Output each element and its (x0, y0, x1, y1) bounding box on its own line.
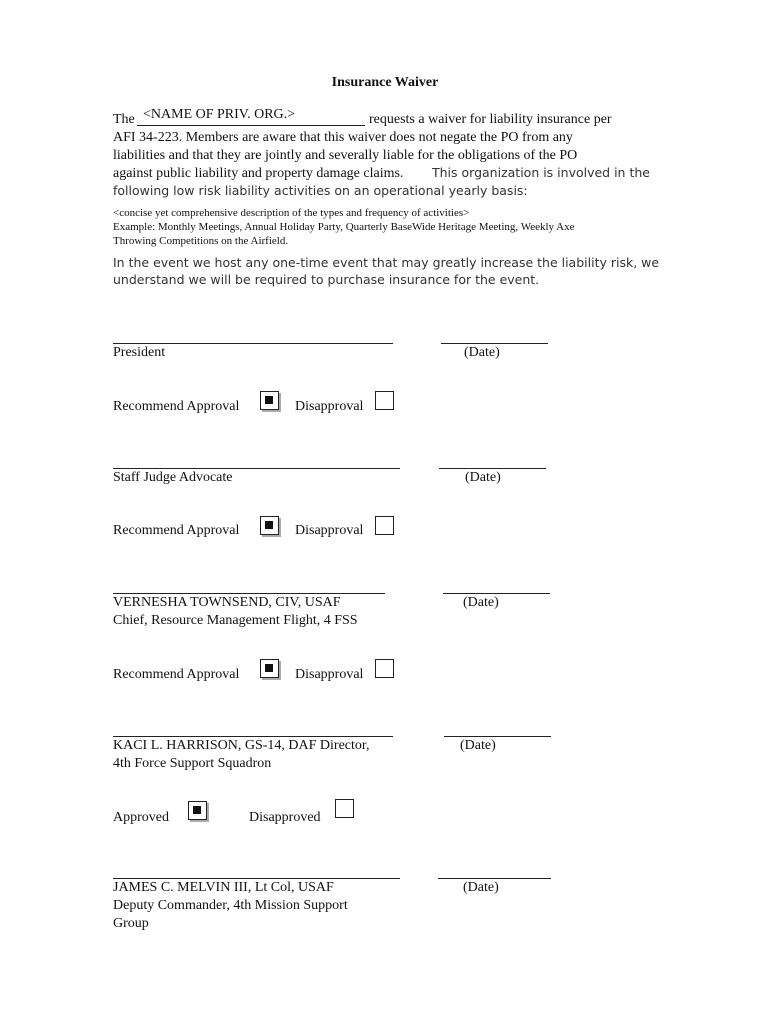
intro-suffix: requests a waiver for liability insurance per (369, 112, 612, 127)
recommend-approval-label: Recommend Approval (113, 399, 240, 414)
activities-placeholder: <concise yet comprehensive description of the types and frequency of activities> (113, 207, 470, 219)
intro-line-4b: This organization is involved in the (432, 165, 650, 180)
signer-title-cont: Group (113, 916, 149, 931)
approved-checkbox[interactable] (188, 801, 207, 820)
activities-example-line-1: Example: Monthly Meetings, Annual Holiday Party, Quarterly BaseWide Heritage Meeting, Weekly Axe (113, 221, 575, 233)
disapproval-checkbox[interactable] (375, 516, 394, 535)
recommend-approval-checkbox[interactable] (260, 516, 279, 535)
intro-line-2: AFI 34-223. Members are aware that this waiver does not negate the PO from any (113, 130, 573, 145)
signer-name: President (113, 345, 166, 360)
signer-name: VERNESHA TOWNSEND, CIV, USAF (113, 595, 341, 610)
date-label: (Date) (460, 738, 496, 753)
signer-title: Chief, Resource Management Flight, 4 FSS (113, 613, 358, 628)
intro-line-4a: against public liability and property damage claims. (113, 166, 404, 181)
disapproval-label: Disapproval (295, 667, 364, 682)
signer-title: 4th Force Support Squadron (113, 756, 272, 771)
checkbox-check-mark (265, 664, 273, 672)
date-label: (Date) (463, 595, 499, 610)
checkbox-check-mark (265, 521, 273, 529)
recommend-approval-checkbox[interactable] (260, 391, 279, 410)
document-title: Insurance Waiver (331, 75, 439, 90)
event-line-1: In the event we host any one-time event that may greatly increase the liability risk, we (113, 255, 660, 270)
org-name-placeholder[interactable]: <NAME OF PRIV. ORG.> (143, 107, 296, 122)
signer-title: Deputy Commander, 4th Mission Support (113, 898, 348, 913)
org-name-line (137, 125, 365, 126)
date-label: (Date) (464, 345, 500, 360)
intro-line-5: following low risk liability activities on an operational yearly basis: (113, 183, 528, 198)
disapproval-checkbox[interactable] (375, 659, 394, 678)
signer-name: JAMES C. MELVIN III, Lt Col, USAF (113, 880, 334, 895)
recommend-approval-label: Recommend Approval (113, 667, 240, 682)
disapproval-label: Disapproval (295, 399, 364, 414)
checkbox-check-mark (265, 396, 273, 404)
checkbox-check-mark (193, 806, 201, 814)
date-label: (Date) (463, 880, 499, 895)
activities-example-line-2: Throwing Competitions on the Airfield. (113, 235, 289, 247)
recommend-approval-checkbox[interactable] (260, 659, 279, 678)
event-line-2: understand we will be required to purchase insurance for the event. (113, 272, 540, 287)
signer-name: KACI L. HARRISON, GS-14, DAF Director, (113, 738, 370, 753)
disapproval-checkbox[interactable] (375, 391, 394, 410)
intro-line-3: liabilities and that they are jointly and severally liable for the obligations of the PO (113, 148, 578, 163)
date-label: (Date) (465, 470, 501, 485)
approved-label: Approved (113, 810, 169, 825)
intro-prefix: The (113, 112, 135, 127)
signer-name: Staff Judge Advocate (113, 470, 233, 485)
disapproved-label: Disapproved (249, 810, 321, 825)
recommend-approval-label: Recommend Approval (113, 523, 240, 538)
disapproved-checkbox[interactable] (335, 799, 354, 818)
disapproval-label: Disapproval (295, 523, 364, 538)
